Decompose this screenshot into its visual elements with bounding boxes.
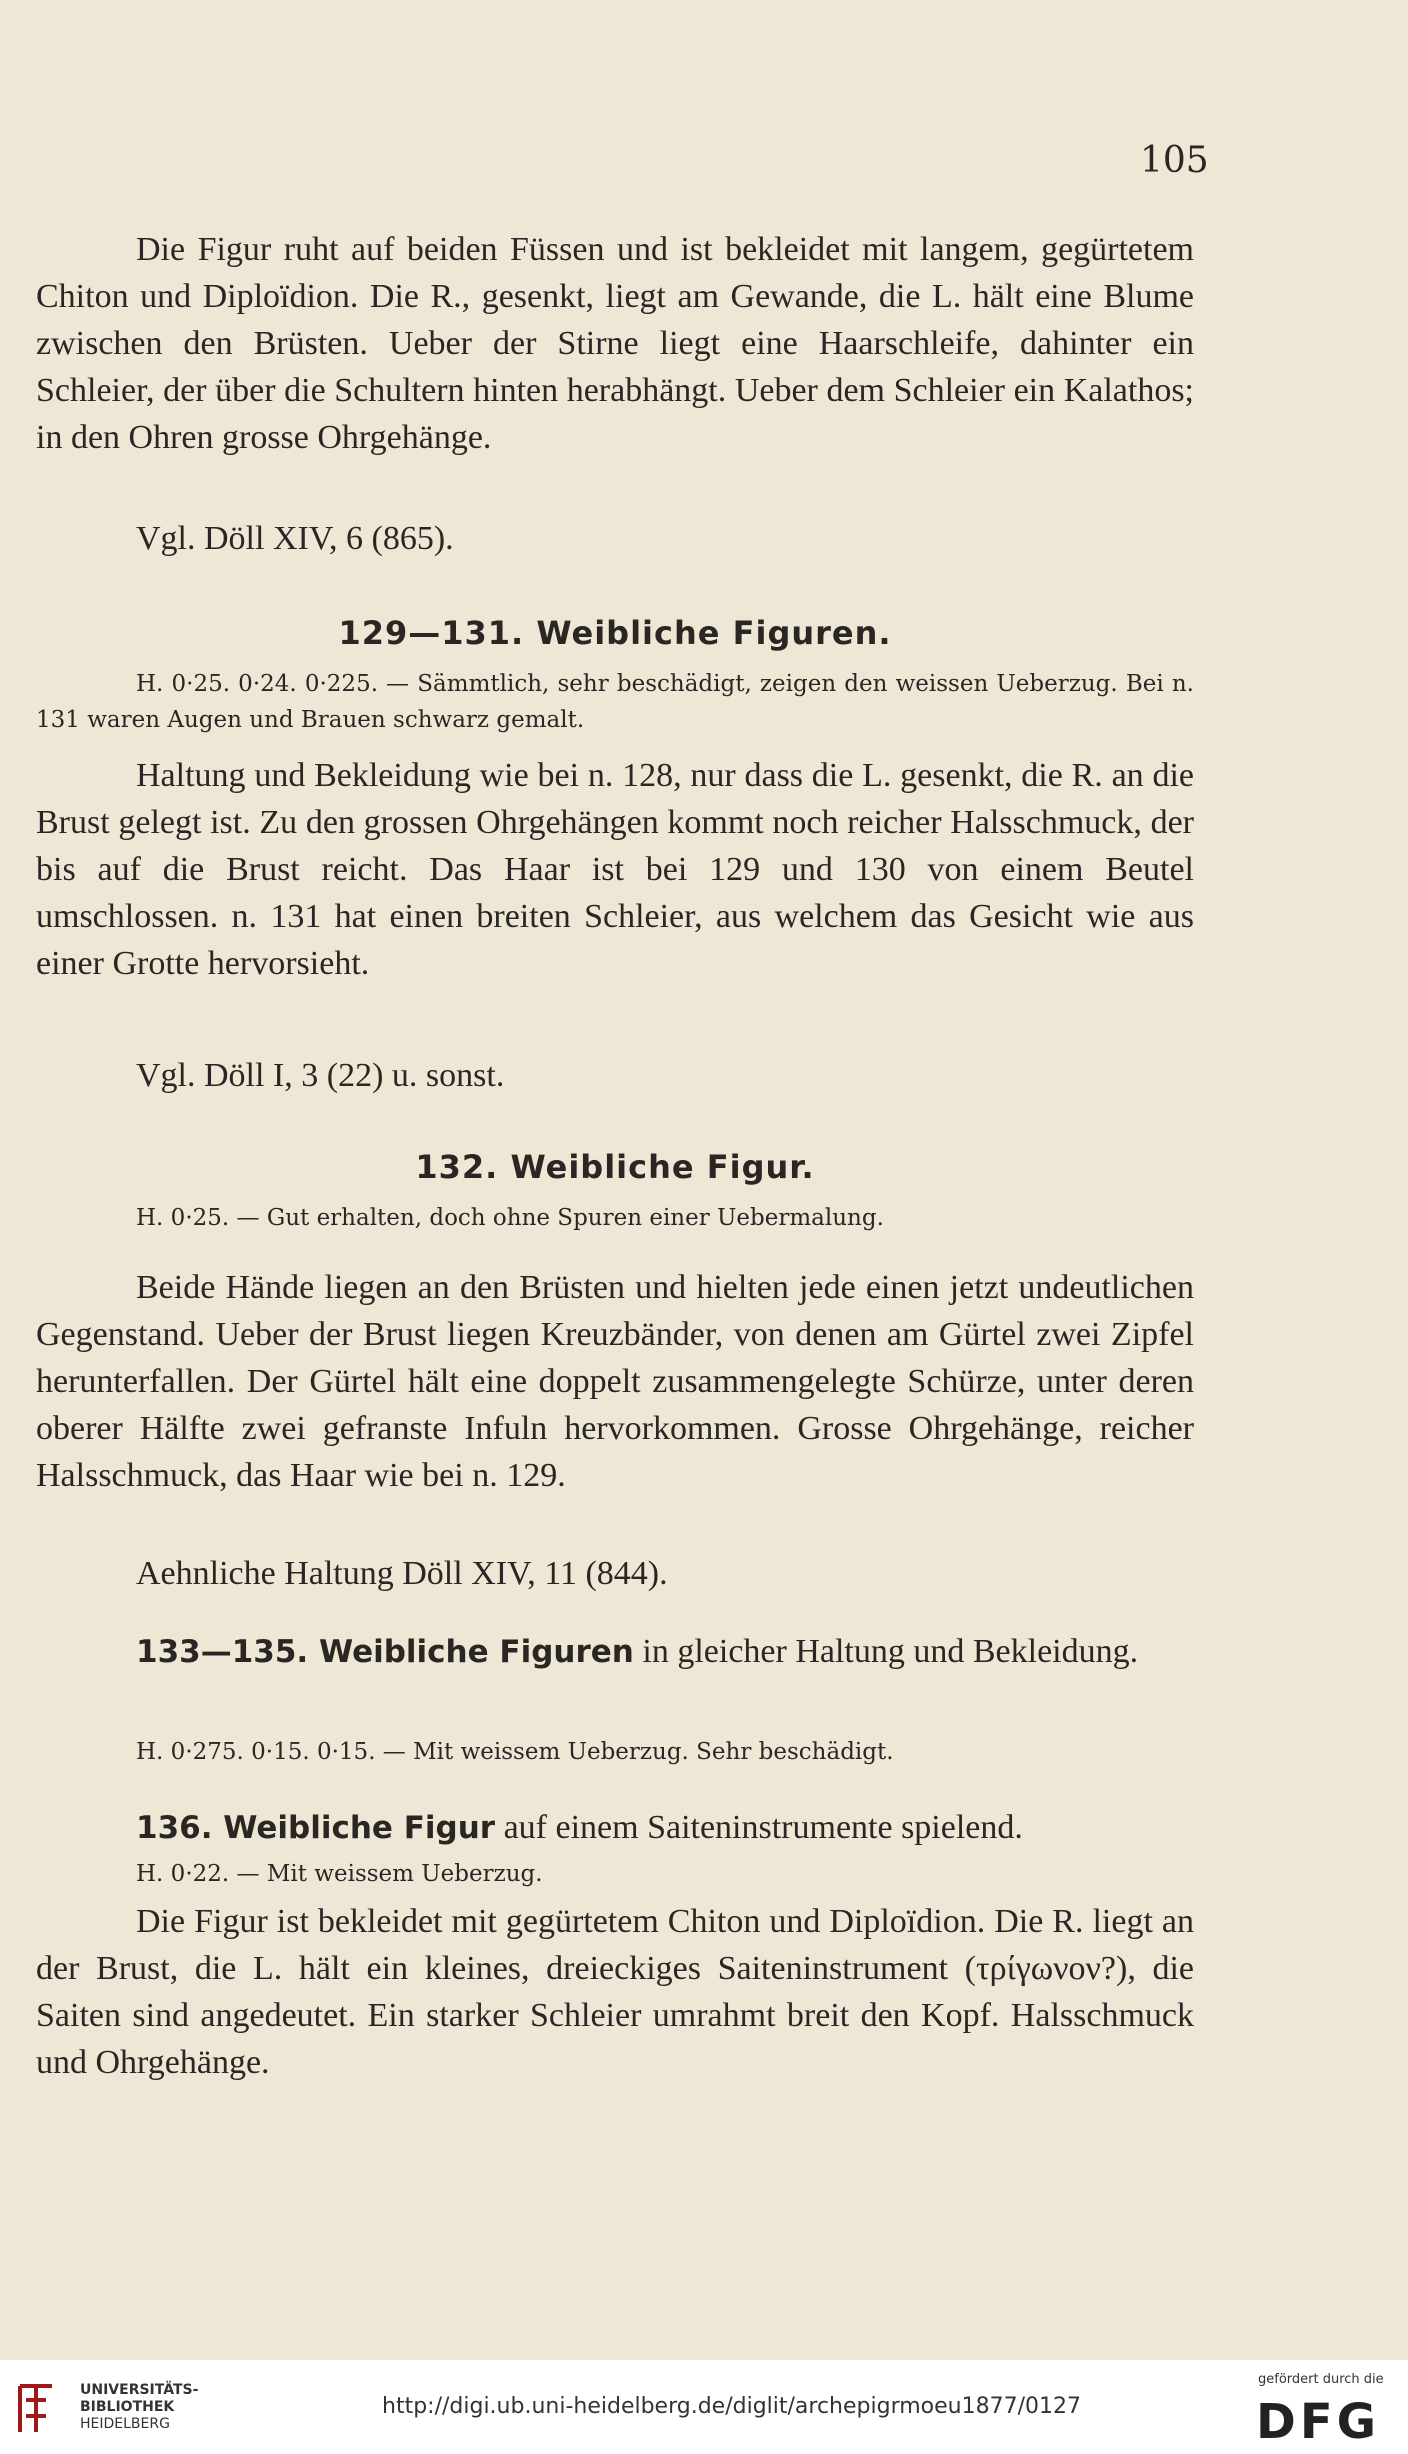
source-url-link[interactable]: http://digi.ub.uni-heidelberg.de/diglit/archepigrmoeu1877/0127 xyxy=(382,2394,1081,2419)
paragraph-129-131-description: Haltung und Bekleidung wie bei n. 128, nur dass die L. gesenkt, die R. an die Brust gelegt ist. Zu den grossen Ohrgehängen kommt noch reicher Halsschmuck, der bis auf die Brust reicht. Das Haar ist bei 129 und 130 von einem Beutel umschlossen. n. 131 hat einen breiten Schleier, aus welchem das Gesicht wie aus einer Grotte hervorsieht. xyxy=(36,757,1194,982)
uni-line-2: BIBLIOTHEK xyxy=(80,2399,175,2415)
paragraph-136-description: Die Figur ist bekleidet mit gegürtetem Chiton und Diploïdion. Die R. liegt an der Brust, die L. hält ein kleines, dreieckiges Saiteninstrument (τρίγωνον?), die Saiten sind angedeutet. Ein starker Schleier umrahmt breit den Kopf. Halsschmuck und Ohrgehänge. xyxy=(36,1903,1194,2081)
uni-line-3: HEIDELBERG xyxy=(80,2416,170,2432)
heading-132: 132. Weibliche Figur. xyxy=(415,1148,815,1186)
page-number: 105 xyxy=(1140,140,1209,181)
measurements-133-135: H. 0·275. 0·15. 0·15. — Mit weissem Ueberzug. Sehr beschädigt. xyxy=(136,1739,894,1765)
reference-128: Vgl. Döll XIV, 6 (865). xyxy=(136,520,454,557)
heading-133-135-text: in gleicher Haltung und Bekleidung. xyxy=(633,1633,1139,1670)
catalog-number-136: 136. Weibliche Figur xyxy=(136,1810,496,1846)
paragraph-128-description: Die Figur ruht auf beiden Füssen und ist bekleidet mit langem, gegürtetem Chiton und Diploïdion. Die R., gesenkt, liegt am Gewande, die L. hält eine Blume zwischen den Brüsten. Ueber der Stirne liegt eine Haarschleife, dahinter ein Schleier, der über die Schultern hinten herabhängt. Ueber dem Schleier ein Kalathos; in den Ohren grosse Ohrgehänge. xyxy=(36,231,1194,456)
university-library-logo-icon xyxy=(12,2380,60,2438)
heading-129-131: 129—131. Weibliche Figuren. xyxy=(338,614,892,652)
paragraph-132-description: Beide Hände liegen an den Brüsten und hielten jede einen jetzt undeutlichen Gegenstand. Ueber der Brust liegen Kreuzbänder, von denen am Gürtel zwei Zipfel herunterfallen. Der Gürtel hält eine doppelt zusammengelegte Schürze, unter deren oberer Hälfte zwei gefranste Infuln hervorkommen. Grosse Ohrgehänge, reicher Halsschmuck, das Haar wie bei n. 129. xyxy=(36,1269,1194,1494)
measurements-129-131: H. 0·25. 0·24. 0·225. — Sämmtlich, sehr beschädigt, zeigen den weissen Ueberzug. Bei n. 131 waren Augen und Brauen schwarz gemalt. xyxy=(36,671,1194,733)
heading-133-135 xyxy=(36,1628,1194,1676)
heading-136-text: auf einem Saiteninstrumente spielend. xyxy=(495,1809,1023,1846)
catalog-number-133-135: 133—135. Weibliche Figuren xyxy=(136,1634,634,1670)
measurements-136: H. 0·22. — Mit weissem Ueberzug. xyxy=(136,1861,543,1887)
dfg-funding-label: gefördert durch die xyxy=(1258,2372,1384,2387)
heading-136 xyxy=(36,1804,1194,1852)
footer-bar xyxy=(0,2360,1408,2454)
uni-line-1: UNIVERSITÄTS- xyxy=(80,2382,199,2398)
reference-132: Aehnliche Haltung Döll XIV, 11 (844). xyxy=(136,1555,668,1592)
measurements-132: H. 0·25. — Gut erhalten, doch ohne Spuren einer Uebermalung. xyxy=(136,1205,884,1231)
reference-129-131: Vgl. Döll I, 3 (22) u. sonst. xyxy=(136,1057,505,1094)
university-library-name xyxy=(80,2382,198,2433)
dfg-logo: DFG xyxy=(1256,2394,1381,2450)
